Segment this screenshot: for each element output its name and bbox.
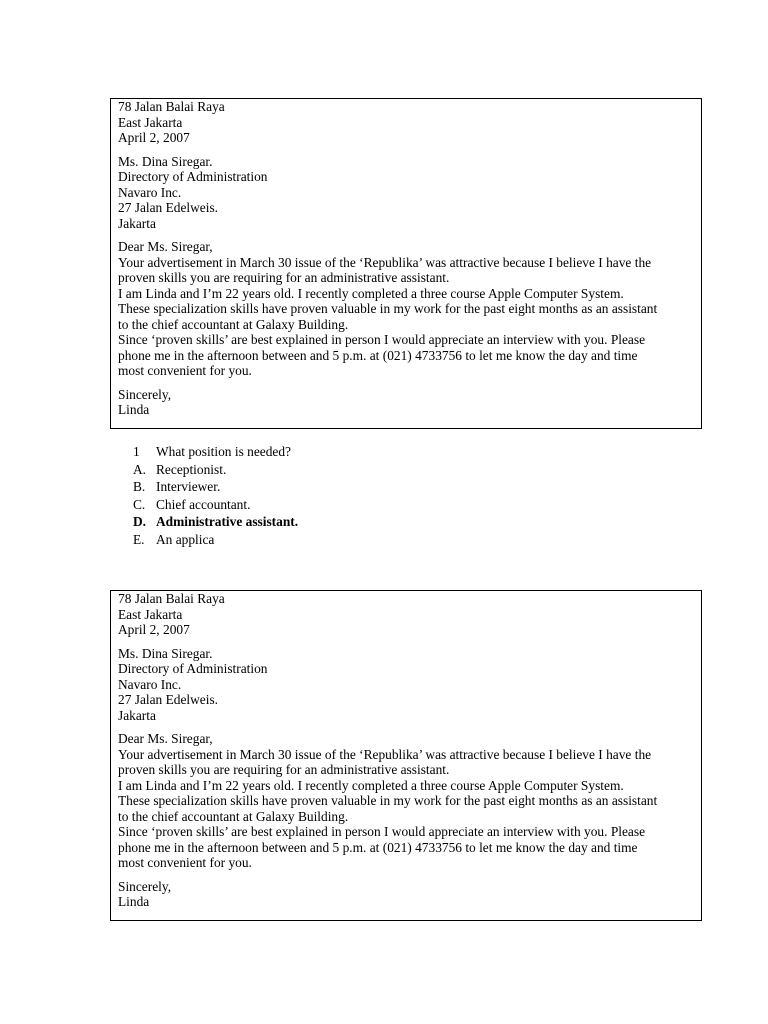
body-line: These specialization skills have proven valuable in my work for the past eight months as an assistant — [118, 301, 658, 316]
option-letter: C. — [133, 496, 146, 512]
closing-line: Sincerely, — [118, 386, 172, 402]
option-a[interactable] — [133, 461, 633, 479]
signature-name: Linda — [118, 402, 150, 417]
letter-body — [118, 239, 695, 379]
body-line: to the chief accountant at Galaxy Building. — [118, 808, 349, 824]
body-line: most convenient for you. — [118, 855, 252, 870]
recipient-line: Directory of Administration — [118, 661, 268, 676]
closing-line: Sincerely, — [118, 878, 172, 894]
body-line: proven skills you are requiring for an administrative assistant. — [118, 762, 450, 777]
question-text: What position is needed? — [156, 444, 291, 459]
option-letter: D. — [133, 514, 147, 530]
address-line: East Jakarta — [118, 114, 183, 130]
body-line: phone me in the afternoon between and 5 p.m. at (021) 4733756 to let me know the day and time — [118, 839, 638, 855]
body-line: Your advertisement in March 30 issue of the ‘Republika’ was attractive because I believe I have the — [118, 746, 652, 762]
recipient-line: 27 Jalan Edelweis. — [118, 692, 219, 707]
body-line: proven skills you are requiring for an administrative assistant. — [118, 270, 450, 285]
letter-date: April 2, 2007 — [118, 130, 190, 145]
option-text: Administrative assistant. — [156, 514, 299, 530]
body-line: Since ‘proven skills’ are best explained in person I would appreciate an interview with you. Please — [118, 332, 646, 347]
option-d[interactable] — [133, 513, 633, 531]
option-text: Interviewer. — [156, 479, 221, 495]
recipient-line: Directory of Administration — [118, 169, 268, 184]
recipient-line: Ms. Dina Siregar. — [118, 153, 213, 169]
recipient-line: Ms. Dina Siregar. — [118, 645, 213, 661]
question-row — [133, 443, 633, 461]
address-line: East Jakarta — [118, 606, 183, 622]
option-c[interactable] — [133, 496, 633, 514]
option-letter: B. — [133, 479, 146, 495]
letter-date: April 2, 2007 — [118, 622, 190, 637]
body-line: Since ‘proven skills’ are best explained in person I would appreciate an interview with you. Please — [118, 824, 646, 839]
option-letter: A. — [133, 461, 147, 477]
recipient-line: Jakarta — [118, 215, 156, 231]
option-text: An applica — [156, 531, 215, 547]
letter-body — [118, 731, 695, 871]
body-line: I am Linda and I’m 22 years old. I recently completed a three course Apple Computer System. — [118, 285, 624, 301]
salutation: Dear Ms. Siregar, — [118, 239, 213, 254]
recipient-address — [118, 646, 695, 724]
letter-box-1 — [110, 98, 702, 429]
recipient-line: Jakarta — [118, 707, 156, 723]
letter-box-2 — [110, 590, 702, 921]
recipient-line: 27 Jalan Edelweis. — [118, 200, 219, 215]
recipient-address — [118, 154, 695, 232]
recipient-line: Navaro Inc. — [118, 184, 182, 200]
signature-name: Linda — [118, 894, 150, 909]
body-line: to the chief accountant at Galaxy Building. — [118, 316, 349, 332]
question-block — [133, 443, 633, 549]
body-line: These specialization skills have proven valuable in my work for the past eight months as an assistant — [118, 793, 658, 808]
address-line: 78 Jalan Balai Raya — [118, 99, 225, 114]
option-text: Receptionist. — [156, 461, 227, 477]
body-line: Your advertisement in March 30 issue of the ‘Republika’ was attractive because I believe I have the — [118, 254, 652, 270]
option-letter: E. — [133, 531, 145, 547]
body-line: most convenient for you. — [118, 363, 252, 378]
letter-closing — [118, 387, 695, 418]
sender-address — [118, 591, 695, 638]
body-line: I am Linda and I’m 22 years old. I recently completed a three course Apple Computer System. — [118, 777, 624, 793]
recipient-line: Navaro Inc. — [118, 676, 182, 692]
option-text: Chief accountant. — [156, 496, 251, 512]
body-line: phone me in the afternoon between and 5 p.m. at (021) 4733756 to let me know the day and time — [118, 347, 638, 363]
address-line: 78 Jalan Balai Raya — [118, 591, 225, 606]
letter-closing — [118, 879, 695, 910]
option-e[interactable] — [133, 531, 633, 549]
option-b[interactable] — [133, 478, 633, 496]
sender-address — [118, 99, 695, 146]
question-number: 1 — [133, 444, 140, 459]
salutation: Dear Ms. Siregar, — [118, 731, 213, 746]
